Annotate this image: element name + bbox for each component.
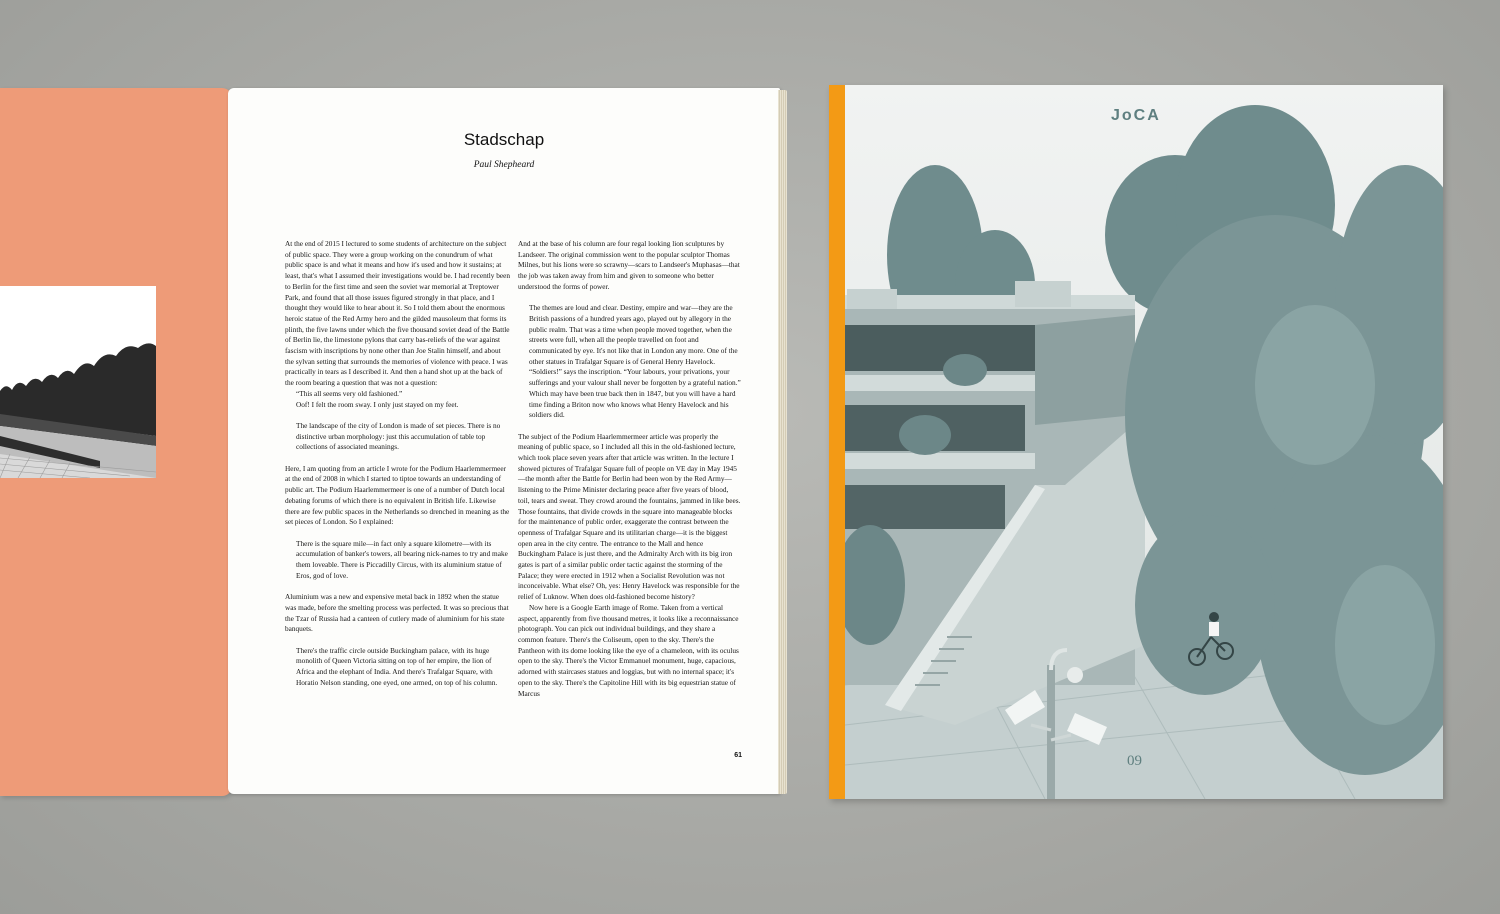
paragraph: Now here is a Google Earth image of Rome. Taken from a vertical aspect, apparently from five thousand metres, it looks like a reconnaissance photograph. You can pick out individual buildings, and they share a common feature. There's the Coliseum, open to the sky. There's the Pantheon with its dome looking like the eye of a chameleon, with its oculus open to the sky. There's the Victor Emmanuel monument, huge, capacious, adorned with staircases statues and loggias, but with no internal space; it's open to the sky. There's the Capitoline Hill with its big equestrian statue of Marcus [518,602,739,698]
article-author: Paul Shepheard [473,160,535,170]
article-page [228,88,780,794]
paragraph: Aluminium was a new and expensive metal back in 1892 when the statue was made, before the smelting process was perfected. It was so precious that the Tzar of Russia had a canteen of cutlery made of aluminium for his state banquets. [285,592,509,634]
paragraph: At the end of 2015 I lectured to some students of architecture on the subject of public space. They were a group working on the conundrum of what public space is and what it means and how it's used and how it sustains; at least, that's what I assumed their investigations would be. I had recently been to Berlin for the first time and seen the soviet war memorial at Treptower Park, and found that all those issues figured strongly in that place, and I thought they would like to hear about it. So I told them about the enormous heroic statue of the Red Army hero and the gilded mausoleum that forms its plinth, the five lawns under which the five thousand soviet dead of the Battle of Berlin lie, the limestone pylons that carry bas-reliefs of the war against fascism with inscriptions by none other than Joe Stalin himself, and about the sylvan setting that surrounds the memories of violence with peace. I was practically in tears as I described it. And then a hand shot up at the back of the room bearing a question that was not a question: [285,239,511,388]
park-photo [0,286,156,478]
block-quote: There is the square mile—in fact only a square kilometre—with its accumulation of banker's towers, all bearing nick-names to try and make them loveable. There is Piccadilly Circus, with its aluminium statue of Eros, god of love. [296,538,508,580]
paragraph: And at the base of his column are four regal looking lion sculptures by Landseer. The original commission went to the popular sculptor Thomas Milnes, but his lions were so scrawny—scars to Landseer's Muphasas—that the job was taken away from him and given to someone who better understood the forms of power. [518,239,740,291]
issue-number: 09 [1127,753,1142,769]
page-number: 61 [734,752,742,759]
paragraph: Oof! I felt the room sway. I only just stayed on my feet. [296,399,459,409]
cover-photo [845,85,1443,799]
quote-line: “This all seems very old fashioned.” [296,388,403,398]
text-column-left [285,239,511,699]
page-edges [778,90,787,794]
cover-spine [829,85,845,799]
block-quote: The landscape of the city of London is made of set pieces. There is no distinctive urban morphology: just this accumulation of table top collections of associated meanings. [296,420,501,452]
block-quote: The themes are loud and clear. Destiny, empire and war—they are the British passions of a hundred years ago, played out by allegory in the public realm. That was a time when people moved together, when the streets were full, when all the people travelled on foot and communicated by eye. It's not like that in London any more. One of the other statues in Trafalgar Square is of General Henry Havelock. “Soldiers!” says the inscription. “Your labours, your privations, your sufferings and your valour shall never be forgotten by a grateful nation.” Which may have been true back then in 1847, but you will have a hard time finding a Briton now who knows what Henry Havelock and his soldiers did. [529,303,741,420]
paragraph: The subject of the Podium Haarlemmermeer article was properly the meaning of public space, so I included all this in the old-fashioned lecture, which took place seven years after that article was written. In the lecture I showed pictures of Trafalgar Square full of people on VE day in May 1945—the month after the Battle for Berlin had been won by the Red Army—listening to the Prime Minister declaring peace after five years of blood, toil, tears and sweat. They crowd around the fountains, jammed in like bees. Those fountains, that divide crowds in the square into manageable blocks for the maintenance of public order, exaggerate the contrast between the openness of Trafalgar Square and its utilitarian charge—it is the biggest open area in the city centre. The entrance to the Mall and hence Buckingham Palace is just there, and the Admiralty Arch with its big iron gates is part of a similar public order tactic against the storming of the Palace; they were erected in 1912 when a Socialist Revolution was not inconceivable. What else? Oh, yes: Henry Havelock was responsible for the relief of Luknow. When does old-fashioned become history? [518,431,741,602]
journal-cover [829,85,1443,799]
journal-logo: JoCA [1111,107,1161,124]
open-book-spread [0,88,790,798]
block-quote: There's the traffic circle outside Buckingham palace, with its huge monolith of Queen Victoria sitting on top of her empire, the lion of Africa and the elephant of India. And there's Trafalgar Square, with Horatio Nelson standing, one eyed, one armed, on top of his column. [296,645,498,687]
paragraph: Here, I am quoting from an article I wrote for the Podium Haarlemmermeer at the end of 2008 in which I started to tiptoe towards an understanding of public art. The Podium Haarlemmermeer is one of a number of Dutch local debating forums of which there is no equivalent in British life. Likewise there are few public spaces in the Netherlands so drenched in meaning as the set pieces of London. So I explained: [285,463,510,527]
article-title: Stadschap [463,130,545,149]
text-column-right [518,239,741,699]
